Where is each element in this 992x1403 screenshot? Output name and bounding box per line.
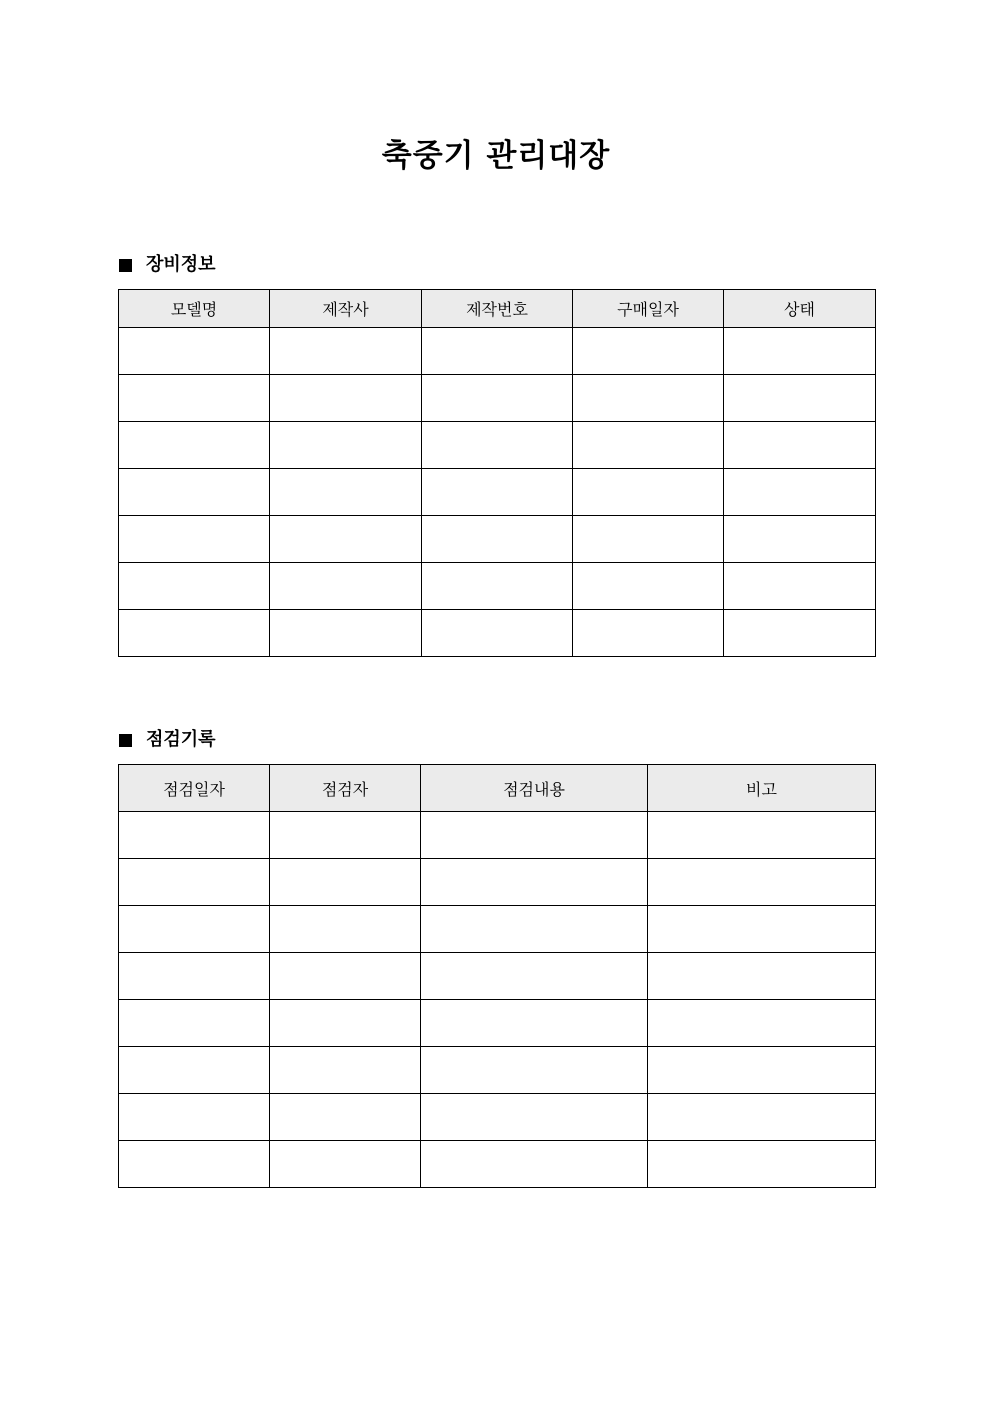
table-row [119,859,876,906]
table-cell[interactable] [573,610,724,657]
table-cell[interactable] [422,563,573,610]
table-cell[interactable] [119,328,270,375]
table-cell[interactable] [573,563,724,610]
table-cell[interactable] [648,906,876,953]
column-header-remarks: 비고 [648,765,876,812]
table-cell[interactable] [421,1141,648,1188]
square-bullet-icon [119,259,132,272]
table-cell[interactable] [119,516,270,563]
table-cell[interactable] [119,1141,270,1188]
table-cell[interactable] [648,1000,876,1047]
table-cell[interactable] [648,859,876,906]
table-row [119,422,876,469]
equipment-section-title: 장비정보 [146,254,216,275]
table-cell[interactable] [422,469,573,516]
table-cell[interactable] [648,1047,876,1094]
column-header-status: 상태 [724,290,876,328]
table-cell[interactable] [270,516,422,563]
inspection-header-row [119,765,876,812]
equipment-header-row [119,290,876,328]
table-cell[interactable] [119,812,270,859]
table-cell[interactable] [421,906,648,953]
table-row [119,469,876,516]
column-header-inspection-details: 점검내용 [421,765,648,812]
table-cell[interactable] [421,953,648,1000]
table-row [119,1047,876,1094]
table-cell[interactable] [270,1047,421,1094]
table-cell[interactable] [421,1094,648,1141]
table-cell[interactable] [119,1094,270,1141]
table-cell[interactable] [724,328,876,375]
table-cell[interactable] [421,1047,648,1094]
table-cell[interactable] [724,375,876,422]
table-cell[interactable] [270,469,422,516]
square-bullet-icon [119,734,132,747]
table-cell[interactable] [421,812,648,859]
table-cell[interactable] [573,422,724,469]
table-cell[interactable] [573,469,724,516]
table-cell[interactable] [119,610,270,657]
table-cell[interactable] [724,516,876,563]
table-row [119,1000,876,1047]
table-cell[interactable] [270,1141,421,1188]
table-cell[interactable] [270,1094,421,1141]
table-row [119,1141,876,1188]
table-cell[interactable] [270,859,421,906]
table-cell[interactable] [270,422,422,469]
table-cell[interactable] [573,516,724,563]
table-row [119,328,876,375]
table-cell[interactable] [648,953,876,1000]
table-cell[interactable] [119,859,270,906]
inspection-table [118,764,876,1188]
table-cell[interactable] [648,812,876,859]
table-cell[interactable] [119,563,270,610]
table-cell[interactable] [270,328,422,375]
table-row [119,812,876,859]
table-cell[interactable] [421,859,648,906]
table-cell[interactable] [421,1000,648,1047]
table-row [119,375,876,422]
table-cell[interactable] [270,812,421,859]
table-cell[interactable] [422,422,573,469]
table-cell[interactable] [119,422,270,469]
column-header-inspector: 점검자 [270,765,421,812]
table-cell[interactable] [270,375,422,422]
page-title: 축중기 관리대장 [381,138,611,174]
table-cell[interactable] [270,953,421,1000]
table-cell[interactable] [270,906,421,953]
table-row [119,610,876,657]
table-cell[interactable] [422,610,573,657]
table-cell[interactable] [119,906,270,953]
table-row [119,1094,876,1141]
table-cell[interactable] [270,610,422,657]
table-cell[interactable] [119,375,270,422]
equipment-table [118,289,876,657]
table-cell[interactable] [119,469,270,516]
table-cell[interactable] [724,610,876,657]
column-header-model: 모델명 [119,290,270,328]
table-cell[interactable] [724,469,876,516]
column-header-serial-number: 제작번호 [422,290,573,328]
table-row [119,953,876,1000]
table-cell[interactable] [270,563,422,610]
table-cell[interactable] [119,1047,270,1094]
table-cell[interactable] [422,328,573,375]
column-header-inspection-date: 점검일자 [119,765,270,812]
table-cell[interactable] [573,375,724,422]
inspection-section-title: 점검기록 [146,729,216,750]
table-cell[interactable] [119,953,270,1000]
table-row [119,516,876,563]
column-header-purchase-date: 구매일자 [573,290,724,328]
table-cell[interactable] [724,422,876,469]
equipment-section-heading [119,252,216,278]
table-cell[interactable] [422,375,573,422]
table-cell[interactable] [648,1094,876,1141]
table-row [119,563,876,610]
table-row [119,906,876,953]
table-cell[interactable] [573,328,724,375]
table-cell[interactable] [270,1000,421,1047]
table-cell[interactable] [648,1141,876,1188]
table-cell[interactable] [724,563,876,610]
table-cell[interactable] [422,516,573,563]
column-header-manufacturer: 제작사 [270,290,422,328]
table-cell[interactable] [119,1000,270,1047]
inspection-section-heading [119,727,216,753]
